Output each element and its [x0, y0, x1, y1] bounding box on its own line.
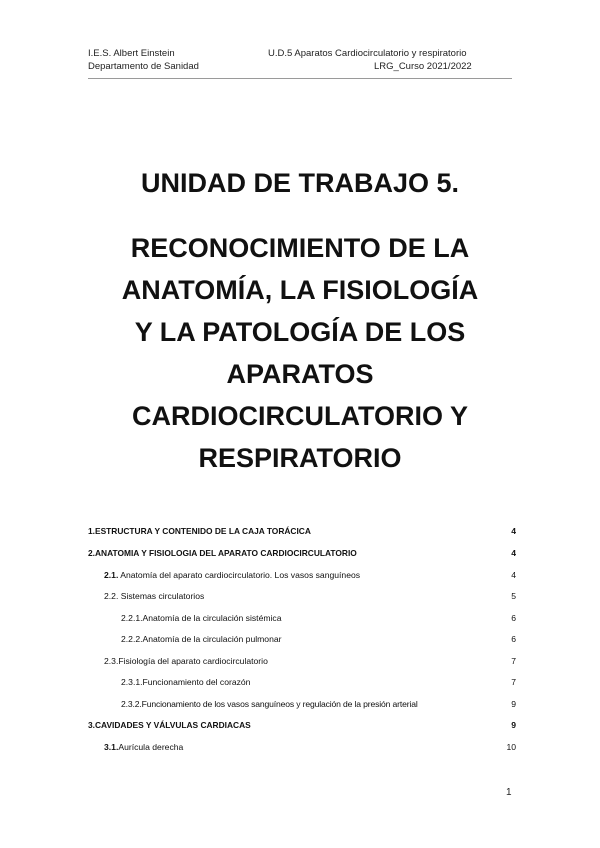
unit-heading: UNIDAD DE TRABAJO 5. — [140, 168, 460, 198]
toc-entry-label: 2.2.1.Anatomía de la circulación sistémica — [121, 613, 282, 623]
toc-entry[interactable] — [88, 611, 516, 625]
toc-entry-label: 3.CAVIDADES Y VÁLVULAS CARDIACAS — [88, 720, 251, 730]
title-line-4: APARATOS — [226, 359, 374, 389]
toc-entry[interactable] — [88, 589, 516, 603]
toc-entry[interactable] — [88, 654, 516, 668]
toc-entry-page: 6 — [511, 634, 516, 644]
toc-entry[interactable] — [88, 568, 516, 582]
title-line-2: ANATOMÍA, LA FISIOLOGÍA — [121, 275, 479, 305]
header-divider — [88, 78, 512, 79]
toc-entry-page: 7 — [511, 677, 516, 687]
page-number: 1 — [506, 787, 512, 798]
toc-entry[interactable] — [88, 697, 516, 711]
toc-entry-page: 4 — [511, 526, 516, 536]
toc-entry-label: 2.2.2.Anatomía de la circulación pulmonar — [121, 634, 282, 644]
toc-entry-label: 1.ESTRUCTURA Y CONTENIDO DE LA CAJA TORÁCICA — [88, 526, 311, 536]
toc-entry-number: 3.1. — [104, 742, 119, 752]
toc-entry-page: 10 — [506, 742, 516, 752]
toc-entry-label: 2.2. Sistemas circulatorios — [104, 591, 205, 601]
toc-entry-page: 6 — [511, 613, 516, 623]
toc-entry[interactable] — [88, 546, 516, 560]
toc-entry-page: 9 — [511, 720, 516, 730]
toc-entry[interactable] — [88, 524, 516, 538]
toc-entry-label: 2.3.Fisiología del aparato cardiocirculatorio — [104, 656, 268, 666]
header-course: LRG_Curso 2021/2022 — [374, 61, 472, 72]
header-institution: I.E.S. Albert Einstein — [88, 48, 175, 59]
toc-entry-page: 9 — [511, 699, 516, 709]
toc-entry[interactable] — [88, 675, 516, 689]
toc-entry[interactable] — [88, 740, 516, 754]
toc-entry-label: 2.ANATOMIA Y FISIOLOGIA DEL APARATO CARDIOCIRCULATORIO — [88, 548, 357, 558]
toc-entry-number: 2.1. — [104, 570, 119, 580]
toc-entry[interactable] — [88, 632, 516, 646]
toc-entry-page: 4 — [511, 548, 516, 558]
title-line-5: CARDIOCIRCULATORIO Y — [131, 401, 468, 431]
header-unit: U.D.5 Aparatos Cardiocirculatorio y respiratorio — [268, 48, 467, 59]
toc-entry-page: 4 — [511, 570, 516, 580]
title-line-3: Y LA PATOLOGÍA DE LOS — [134, 317, 466, 347]
title-line-6: RESPIRATORIO — [198, 443, 402, 473]
toc-entry[interactable] — [88, 718, 516, 732]
header-department: Departamento de Sanidad — [88, 61, 199, 72]
toc-entry-label: 2.3.2.Funcionamiento de los vasos sanguíneos y regulación de la presión arterial — [121, 699, 418, 709]
title-line-1: RECONOCIMIENTO DE LA — [130, 233, 470, 263]
toc-entry-label: 2.3.1.Funcionamiento del corazón — [121, 677, 251, 687]
toc-entry-page: 5 — [511, 591, 516, 601]
toc-entry-page: 7 — [511, 656, 516, 666]
toc-entry-label: Anatomía del aparato cardiocirculatorio. Los vasos sanguíneos — [118, 570, 361, 580]
toc-entry-label: Aurícula derecha — [118, 742, 184, 752]
